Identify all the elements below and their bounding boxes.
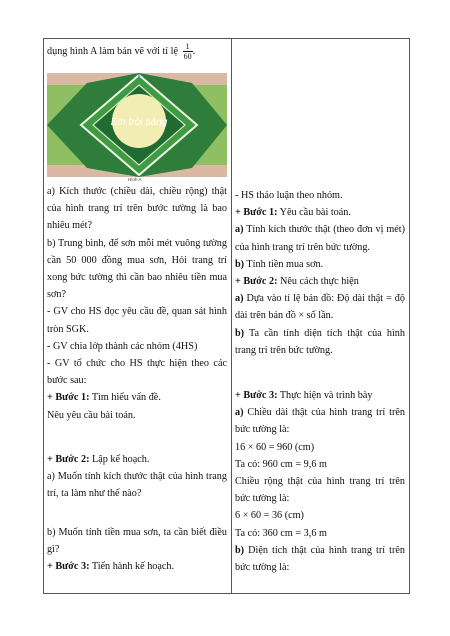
left-step-3-text: Tiến hành kế hoạch. — [89, 561, 175, 573]
right-body-2 — [235, 387, 405, 576]
left-body-2 — [47, 451, 227, 503]
gv-step-3: - GV tổ chức cho HS thực hiện theo các bước sau: — [47, 358, 227, 387]
intro-text: dụng hình A làm bản vẽ với tỉ lệ — [47, 45, 179, 57]
right-step-3-a-text: Chiều dài thật của hình trang trí trên bức tường là: — [235, 407, 405, 436]
right-step-1 — [235, 204, 405, 221]
figure-a-image — [47, 73, 227, 177]
left-body-3 — [47, 524, 227, 576]
figure-caption: Hình A — [128, 177, 142, 182]
column-divider — [231, 38, 232, 594]
right-body — [235, 187, 405, 359]
right-step-2-a — [235, 290, 405, 324]
right-step-3-a — [235, 404, 405, 438]
right-step-1-label: + Bước 1: — [235, 207, 278, 219]
gv-step-1: - GV cho HS đọc yêu cầu đề, quan sát hình tròn SGK. — [47, 306, 227, 335]
right-step-1-a-label: a) — [235, 224, 244, 236]
left-step-2 — [47, 451, 227, 468]
left-body — [47, 183, 227, 424]
hs-discuss: - HS thảo luận theo nhóm. — [235, 190, 343, 201]
scale-fraction — [183, 42, 193, 61]
left-step-1-detail: Nêu yêu cầu bài toán. — [47, 409, 136, 421]
left-step-3-label: + Bước 3: — [47, 561, 90, 573]
right-step-1-a-text: Tính kích thước thật (theo đơn vị mét) của hình trang trí trên bức tường. — [235, 224, 405, 253]
right-step-3-b — [235, 542, 405, 576]
gv-step-2: - GV chia lớp thành các nhóm (4HS) — [47, 340, 198, 352]
right-step-2-text: Nêu cách thực hiện — [277, 276, 359, 288]
convert-width: Ta có: 360 cm = 3,6 m — [235, 527, 327, 539]
right-step-2-b-label: b) — [235, 327, 245, 339]
question-b: b) Trung bình, để sơn mỗi mét vuông tường cần 50 000 đồng mua sơn, Hỏi trang trí xong bức tường thì cần bao nhiêu tiền mua sơn? — [47, 237, 227, 301]
scale-numerator: 1 — [183, 42, 193, 52]
right-step-2-b-text: Ta cần tính diện tích thật của hình trang trí trên bức tường. — [235, 327, 405, 356]
left-step-1 — [47, 389, 227, 406]
scale-denominator: 60 — [183, 52, 192, 61]
scale-end: . — [192, 45, 196, 57]
right-step-1-text: Yêu cầu bài toán. — [277, 207, 351, 219]
left-step-1-text: Tìm hiểu vấn đề. — [89, 392, 161, 404]
right-step-3-text: Thực hiện và trình bày — [277, 390, 373, 401]
convert-length: Ta có: 960 cm = 9,6 m — [235, 458, 327, 470]
right-step-2-a-label: a) — [235, 293, 244, 305]
right-step-2 — [235, 273, 405, 290]
left-step-2-b: b) Muốn tính tiền mua sơn, ta cần biết điều gì? — [47, 527, 227, 556]
left-step-1-label: + Bước 1: — [47, 392, 90, 404]
left-step-2-label: + Bước 2: — [47, 454, 90, 465]
right-step-2-label: + Bước 2: — [235, 276, 278, 288]
right-step-1-b-text: Tính tiền mua sơn. — [244, 258, 324, 270]
right-step-1-a — [235, 221, 405, 255]
right-step-2-a-text: Dựa vào tỉ lệ bản đồ: Độ dài thật = độ dài trên bản đồ × số lần. — [235, 293, 405, 322]
right-step-3-label: + Bước 3: — [235, 390, 278, 401]
right-step-3-b-label: b) — [235, 544, 245, 556]
right-step-3 — [235, 387, 405, 404]
left-step-2-a: a) Muốn tính kích thước thật của hình trang trí, ta làm như thế nào? — [47, 471, 227, 500]
calc-width: 6 × 60 = 36 (cm) — [235, 510, 304, 522]
calc-length: 16 × 60 = 960 (cm) — [235, 441, 315, 453]
left-step-2-text: Lập kế hoạch. — [89, 454, 150, 465]
right-step-1-b-label: b) — [235, 258, 245, 270]
right-step-1-b — [235, 256, 405, 273]
right-step-3-a-label: a) — [235, 407, 244, 419]
width-heading: Chiều rộng thật của hình trang trí trên bức tường là: — [235, 476, 405, 505]
figure-watermark: Em trời sáng — [110, 117, 168, 128]
right-step-3-b-text: Diện tích thật của hình trang trí trên bức tường là: — [235, 544, 405, 574]
right-step-2-b — [235, 325, 405, 359]
question-a: a) Kích thước (chiều dài, chiều rộng) thật của hình trang trí trên bước tường là bao nhiêu mét? — [47, 186, 227, 232]
left-step-3 — [47, 558, 227, 575]
intro-line — [47, 42, 227, 61]
